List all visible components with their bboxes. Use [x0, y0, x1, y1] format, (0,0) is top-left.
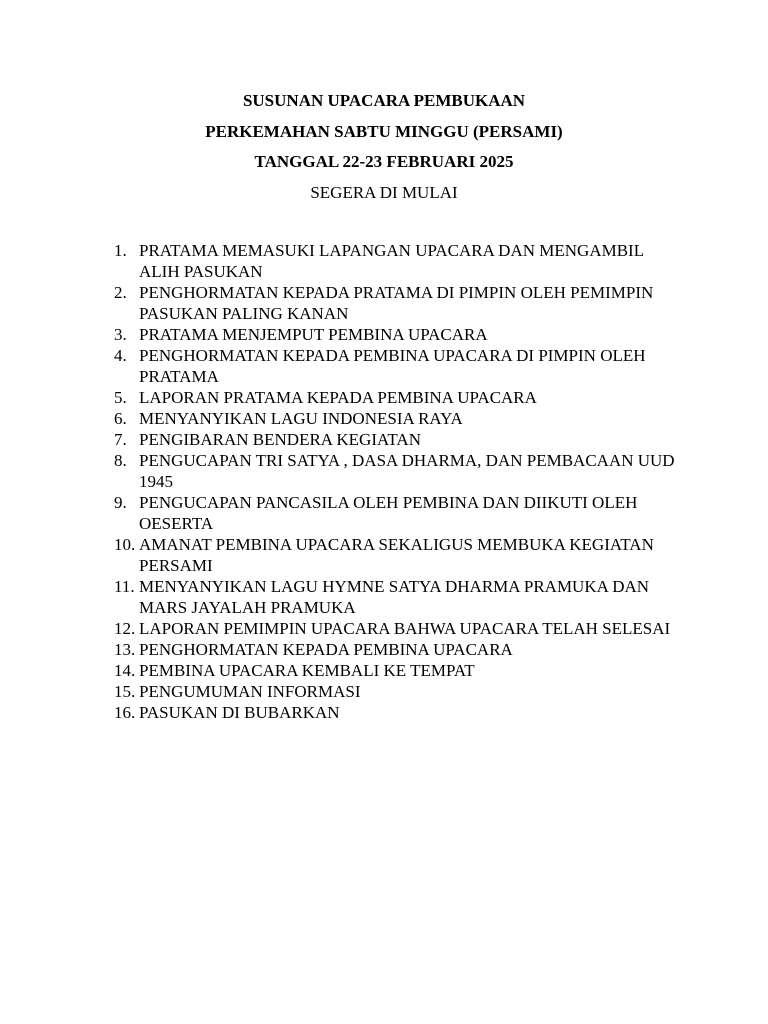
list-item [114, 450, 684, 492]
ceremony-steps-list [114, 240, 684, 723]
item-text: MENYANYIKAN LAGU HYMNE SATYA DHARMA PRAMUKA DAN MARS JAYALAH PRAMUKA [139, 577, 650, 617]
item-text: PASUKAN DI BUBARKAN [139, 703, 340, 722]
item-text: PEMBINA UPACARA KEMBALI KE TEMPAT [139, 661, 475, 680]
list-item [114, 429, 684, 450]
item-text: PENGUCAPAN TRI SATYA , DASA DHARMA, DAN PEMBACAAN UUD 1945 [139, 451, 675, 491]
subtitle: SEGERA DI MULAI [310, 182, 458, 202]
item-number: 16. [114, 703, 136, 722]
list-item [114, 576, 684, 618]
item-text: PENGHORMATAN KEPADA PRATAMA DI PIMPIN OLEH PEMIMPIN PASUKAN PALING KANAN [139, 283, 654, 323]
item-text: PENGUMUMAN INFORMASI [139, 682, 361, 701]
item-number: 5. [114, 388, 127, 407]
item-number: 8. [114, 451, 127, 470]
item-number: 11. [114, 577, 135, 596]
item-text: LAPORAN PEMIMPIN UPACARA BAHWA UPACARA TELAH SELESAI [139, 619, 671, 638]
item-text: PENGHORMATAN KEPADA PEMBINA UPACARA DI PIMPIN OLEH PRATAMA [139, 346, 646, 386]
item-number: 7. [114, 430, 127, 449]
item-number: 13. [114, 640, 136, 659]
item-text: PENGUCAPAN PANCASILA OLEH PEMBINA DAN DIIKUTI OLEH OESERTA [139, 493, 638, 533]
list-item [114, 345, 684, 387]
item-number: 15. [114, 682, 136, 701]
item-text: LAPORAN PRATAMA KEPADA PEMBINA UPACARA [139, 388, 537, 407]
list-item [114, 324, 684, 345]
item-text: PRATAMA MENJEMPUT PEMBINA UPACARA [139, 325, 488, 344]
item-number: 6. [114, 409, 127, 428]
item-number: 14. [114, 661, 136, 680]
list-item [114, 639, 684, 660]
list-item [114, 408, 684, 429]
item-number: 3. [114, 325, 127, 344]
title-line-3: TANGGAL 22-23 FEBRUARI 2025 [254, 152, 514, 171]
item-number: 1. [114, 241, 127, 260]
item-text: PENGHORMATAN KEPADA PEMBINA UPACARA [139, 640, 513, 659]
list-item [114, 240, 684, 282]
list-item [114, 534, 684, 576]
document-header [0, 86, 768, 208]
list-item [114, 282, 684, 324]
item-text: PRATAMA MEMASUKI LAPANGAN UPACARA DAN MENGAMBIL ALIH PASUKAN [139, 241, 644, 281]
item-number: 4. [114, 346, 127, 365]
item-text: PENGIBARAN BENDERA KEGIATAN [139, 430, 421, 449]
list-item [114, 681, 684, 702]
item-text: MENYANYIKAN LAGU INDONESIA RAYA [139, 409, 463, 428]
list-item [114, 702, 684, 723]
item-number: 10. [114, 535, 136, 554]
title-line-2: PERKEMAHAN SABTU MINGGU (PERSAMI) [205, 121, 563, 141]
item-number: 2. [114, 283, 127, 302]
item-text: AMANAT PEMBINA UPACARA SEKALIGUS MEMBUKA KEGIATAN PERSAMI [139, 535, 654, 575]
list-item [114, 387, 684, 408]
list-item [114, 492, 684, 534]
item-number: 9. [114, 493, 127, 512]
title-line-1: SUSUNAN UPACARA PEMBUKAAN [242, 91, 526, 110]
item-number: 12. [114, 619, 136, 638]
list-item [114, 660, 684, 681]
list-item [114, 618, 684, 639]
